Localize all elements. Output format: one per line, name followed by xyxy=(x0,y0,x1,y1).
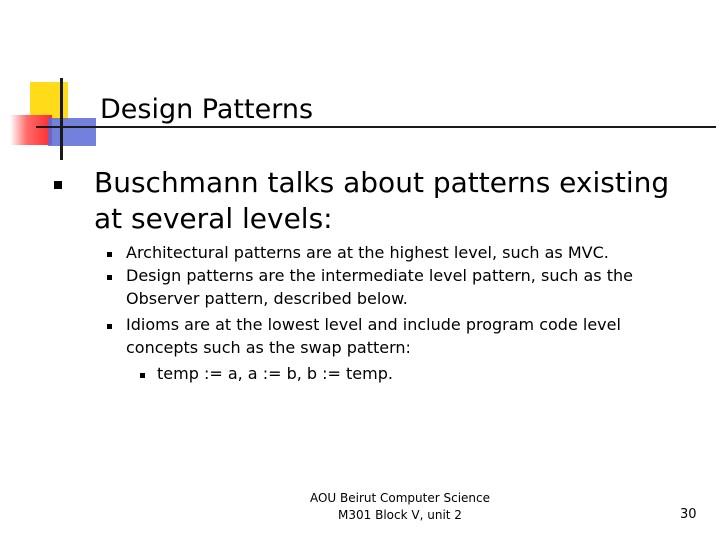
bullet-square-icon xyxy=(54,181,62,189)
bullet-square-icon xyxy=(107,275,112,280)
bullet-square-icon xyxy=(140,373,145,378)
main-bullet-text: Buschmann talks about patterns existing at several levels: xyxy=(94,166,670,235)
decor-blue-square xyxy=(48,118,96,146)
bullet-square-icon xyxy=(107,252,112,257)
sub-bullet-text: Architectural patterns are at the highest level, such as MVC. xyxy=(126,243,609,262)
sub-bullet-text: Design patterns are the intermediate level pattern, such as the Observer pattern, described below. xyxy=(126,266,633,308)
bullet-square-icon xyxy=(107,324,112,329)
sub-bullet-text: Idioms are at the lowest level and include program code level concepts such as the swap pattern: xyxy=(126,315,621,357)
slide-title: Design Patterns xyxy=(100,94,314,125)
footer-line-1: AOU Beirut Computer Science xyxy=(309,491,491,505)
footer-line-2: M301 Block V, unit 2 xyxy=(338,508,462,522)
decor-red-square xyxy=(10,115,52,145)
decor-vertical-line xyxy=(60,78,63,160)
sub-sub-bullet-text: temp := a, a := b, b := temp. xyxy=(157,364,393,383)
page-number: 30 xyxy=(680,507,697,522)
slide-footer xyxy=(300,490,500,524)
